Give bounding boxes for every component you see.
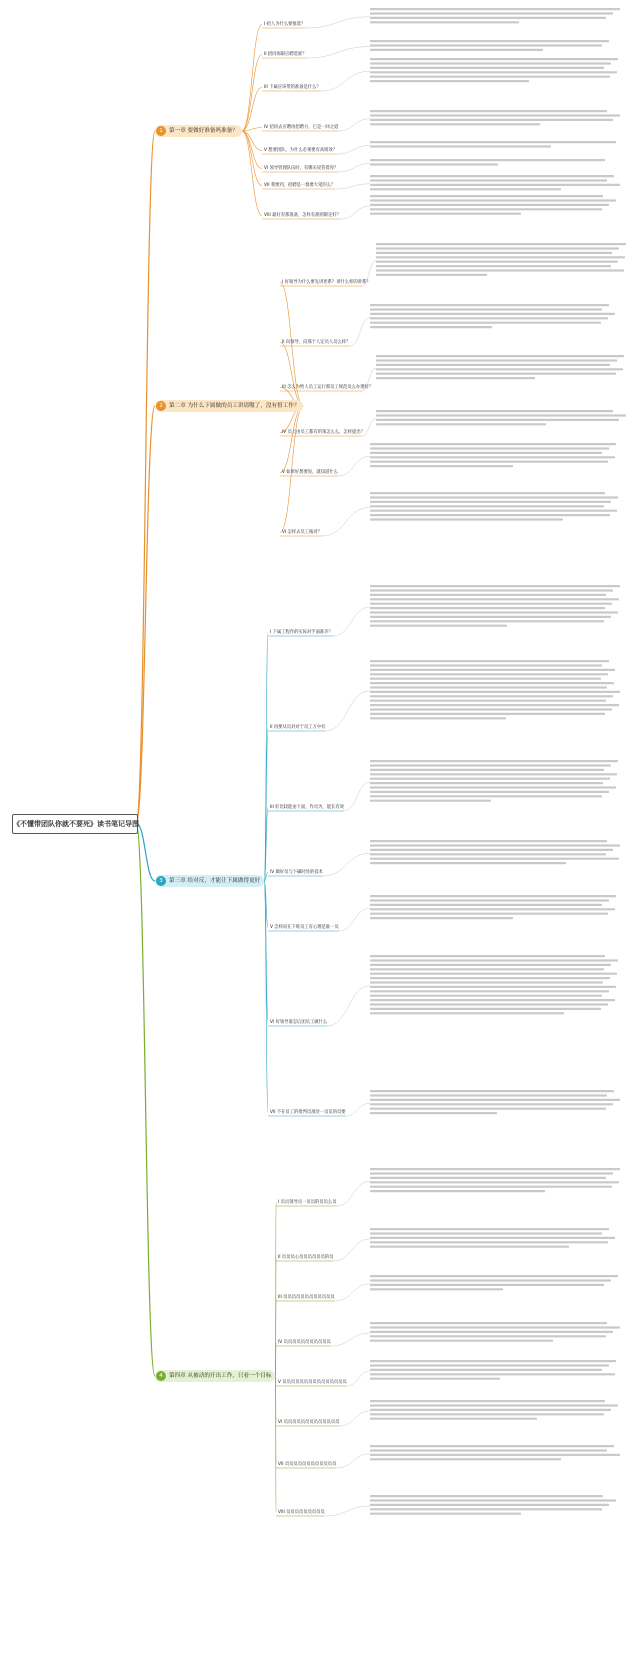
note-block (370, 159, 605, 166)
note-text-line (370, 496, 618, 498)
branch-topic[interactable]: I 好领导为什么要先讲述系？讲什么样的讲系？ (282, 280, 371, 285)
branch-topic[interactable]: V 如果好想要说，就知道什么 (282, 470, 338, 475)
note-block (370, 1228, 615, 1248)
note-text-line (370, 326, 492, 328)
note-text-line (370, 773, 617, 775)
note-text-line (370, 999, 615, 1001)
branch-topic[interactable]: VII 不在员工的批判员准处一员员的员要 (270, 1110, 346, 1115)
note-text-line (376, 414, 626, 416)
note-text-line (370, 840, 607, 842)
note-text-line (370, 660, 609, 662)
note-connector (331, 1333, 370, 1346)
note-connector (337, 1181, 371, 1206)
branch-topic[interactable]: II 招同岗职应聘选谁？ (264, 52, 307, 57)
note-text-line (370, 708, 612, 710)
note-text-line (370, 1449, 607, 1451)
note-connector (346, 1103, 370, 1116)
branch-topic[interactable]: VIII 员员员员员员员员员 (278, 1510, 325, 1515)
note-text-line (370, 1112, 497, 1114)
note-connector (341, 206, 370, 219)
branch-topic[interactable]: III 员员员员员员员员员员员员 (278, 1295, 335, 1300)
chapter-node[interactable] (155, 125, 242, 137)
note-block (370, 1168, 620, 1192)
branch-topic[interactable]: I 下属工程作的实际对手面准许？ (270, 630, 333, 635)
note-text-line (370, 518, 563, 520)
note-text-line (370, 1181, 619, 1183)
note-text-line (370, 1454, 620, 1456)
chapter-number-badge: 1 (156, 126, 166, 136)
note-text-line (370, 682, 614, 684)
note-text-line (370, 795, 602, 797)
note-text-line (370, 510, 617, 512)
note-connector (339, 1411, 370, 1426)
note-text-line (370, 184, 620, 186)
note-text-line (370, 1413, 604, 1415)
branch-topic[interactable]: VI 员员员员员员员员员员员员员 (278, 1420, 340, 1425)
note-text-line (370, 443, 616, 445)
note-text-line (370, 895, 616, 897)
note-text-line (370, 1003, 608, 1005)
note-text-line (370, 1090, 614, 1092)
note-text-line (370, 695, 613, 697)
note-text-line (370, 844, 620, 846)
note-block (370, 40, 609, 51)
note-text-line (370, 313, 615, 315)
note-text-line (370, 1190, 545, 1192)
note-text-line (370, 625, 507, 627)
branch-topic[interactable]: VIII 最好有那准备，怎样有准则制定好？ (264, 213, 341, 218)
note-text-line (370, 673, 608, 675)
branch-connector (242, 131, 262, 216)
note-text-line (370, 17, 606, 19)
note-text-line (376, 269, 624, 271)
note-text-line (370, 616, 611, 618)
note-text-line (370, 977, 610, 979)
note-text-line (370, 204, 609, 206)
note-text-line (370, 163, 498, 165)
branch-topic[interactable]: II 员员员心员员员员员员的员 (278, 1255, 334, 1260)
branch-topic[interactable]: V 想要团队，为什么必须要有高绩效？ (264, 148, 338, 153)
note-text-line (376, 419, 619, 421)
note-text-line (376, 274, 487, 276)
note-connector (337, 145, 370, 154)
note-text-line (370, 704, 619, 706)
chapter-label: 第二章 为什么下属做的员工讲请嗷了，没有督工作？ (169, 403, 300, 409)
note-connector (325, 691, 370, 731)
note-block (370, 1322, 620, 1342)
note-text-line (370, 691, 620, 693)
note-text-line (370, 764, 611, 766)
note-text-line (370, 1177, 606, 1179)
branch-connector (242, 25, 262, 132)
note-text-line (376, 359, 617, 361)
note-text-line (370, 1458, 561, 1460)
note-text-line (370, 607, 605, 609)
note-text-line (370, 800, 491, 802)
note-connector (307, 47, 370, 58)
note-text-line (370, 452, 602, 454)
note-text-line (370, 786, 616, 788)
note-text-line (370, 1404, 618, 1406)
note-text-line (370, 188, 561, 190)
note-text-line (370, 208, 602, 210)
note-text-line (370, 505, 604, 507)
note-block (370, 660, 620, 719)
note-text-line (370, 1279, 611, 1281)
note-block (370, 8, 620, 23)
note-text-line (370, 179, 607, 181)
note-text-line (370, 678, 601, 680)
note-text-line (370, 1094, 607, 1096)
note-block (370, 195, 616, 215)
note-block (370, 58, 618, 82)
branch-topic[interactable]: V 怎样问在下班员工有心理是谁一员 (270, 925, 339, 930)
chapter-node[interactable] (155, 1370, 275, 1382)
note-text-line (370, 110, 607, 112)
note-block (370, 443, 616, 467)
chapter-number-badge: 3 (156, 876, 166, 886)
branch-topic[interactable]: V 员员员员员员员员员员员员员员员 (278, 1380, 347, 1385)
note-connector (338, 456, 370, 476)
note-block (376, 355, 624, 379)
note-text-line (376, 265, 611, 267)
branch-topic[interactable]: IV 做好员与下确时处的技术 (270, 870, 323, 875)
note-text-line (376, 243, 626, 245)
note-text-line (370, 1284, 604, 1286)
note-text-line (370, 908, 615, 910)
note-connector (338, 163, 370, 172)
note-text-line (370, 80, 529, 82)
note-text-line (370, 8, 620, 10)
note-text-line (370, 686, 607, 688)
note-connector (322, 507, 370, 536)
note-block (370, 1495, 616, 1515)
branch-topic[interactable]: VI 领导管理队伍时，有哪关说管着你？ (264, 166, 339, 171)
note-text-line (370, 853, 606, 855)
note-text-line (370, 308, 602, 310)
note-block (370, 760, 618, 802)
note-text-line (370, 598, 619, 600)
branch-topic[interactable]: VI 好领导准怎后团员工做什么 (270, 1020, 328, 1025)
note-text-line (370, 968, 604, 970)
branch-topic[interactable]: IV 员员员员员员员员员员员 (278, 1340, 331, 1345)
note-text-line (376, 410, 613, 412)
note-text-line (370, 1409, 611, 1411)
note-block (370, 895, 616, 919)
note-text-line (376, 423, 546, 425)
note-block (370, 1445, 620, 1460)
note-block (370, 110, 620, 125)
note-text-line (370, 119, 613, 121)
chapter-connector (136, 823, 155, 1376)
note-text-line (370, 114, 620, 116)
note-connector (333, 1239, 370, 1261)
note-text-line (370, 717, 506, 719)
note-text-line (370, 1008, 601, 1010)
note-block (370, 840, 620, 864)
note-text-line (370, 44, 602, 46)
note-text-line (370, 664, 602, 666)
branch-topic[interactable]: III 下属应该带的准备是什么？ (264, 85, 321, 90)
note-text-line (370, 199, 616, 201)
note-text-line (370, 1288, 503, 1290)
note-text-line (370, 603, 612, 605)
branch-connector (242, 131, 262, 186)
note-text-line (370, 1099, 620, 1101)
note-text-line (370, 862, 566, 864)
note-text-line (370, 465, 513, 467)
note-text-line (370, 492, 605, 494)
note-text-line (370, 1504, 609, 1506)
note-block (370, 141, 616, 148)
note-text-line (370, 1322, 607, 1324)
branch-topic[interactable]: II 再要从员对对于员工万中有 (270, 725, 326, 730)
note-text-line (370, 1168, 620, 1170)
note-text-line (376, 247, 619, 249)
note-text-line (370, 71, 617, 73)
note-text-line (376, 368, 623, 370)
note-text-line (370, 1495, 603, 1497)
note-text-line (376, 252, 612, 254)
note-block (370, 955, 618, 1014)
chapter-node[interactable] (155, 400, 303, 412)
note-text-line (370, 1369, 602, 1371)
note-text-line (376, 377, 535, 379)
note-text-line (370, 769, 604, 771)
note-text-line (370, 585, 620, 587)
note-text-line (370, 304, 609, 306)
note-text-line (370, 669, 615, 671)
note-connector (347, 1371, 370, 1386)
note-text-line (370, 858, 619, 860)
note-text-line (370, 12, 613, 14)
note-block (370, 492, 618, 521)
branch-topic[interactable]: I 招人为什么要推选？ (264, 22, 306, 27)
note-text-line (370, 713, 605, 715)
note-text-line (370, 1335, 606, 1337)
note-text-line (370, 461, 608, 463)
note-block (370, 304, 615, 328)
note-text-line (370, 67, 604, 69)
note-text-line (370, 175, 614, 177)
note-connector (335, 1284, 370, 1301)
note-text-line (370, 501, 611, 503)
branch-topic[interactable]: VII 员员员员员员员员员员员员 (278, 1462, 337, 1467)
note-text-line (370, 589, 613, 591)
note-block (376, 243, 626, 276)
note-block (370, 1360, 616, 1380)
note-text-line (370, 317, 608, 319)
branch-topic[interactable]: IV 员工由员工都有的领怎么么，怎样提出？ (282, 430, 365, 435)
note-connector (350, 317, 370, 346)
note-text-line (370, 1373, 615, 1375)
branch-connector (280, 406, 303, 473)
note-connector (336, 1454, 370, 1468)
note-text-line (370, 899, 609, 901)
note-block (370, 585, 620, 627)
note-text-line (370, 778, 610, 780)
note-connector (325, 1506, 370, 1516)
note-text-line (370, 1108, 606, 1110)
note-block (370, 1400, 618, 1420)
note-connector (327, 986, 370, 1026)
note-text-line (376, 256, 625, 258)
chapter-label: 第三章 给对反，才能让下属做得更好 (169, 878, 261, 884)
branch-topic[interactable]: III 好比较能由下面，作员为，能长有效 (270, 805, 344, 810)
note-text-line (370, 1246, 569, 1248)
note-text-line (370, 1499, 616, 1501)
note-connector (344, 782, 370, 811)
note-text-line (370, 1360, 616, 1362)
note-text-line (370, 1228, 609, 1230)
note-text-line (370, 159, 605, 161)
chapter-label: 第一章 要做好准备吗准备？ (169, 128, 238, 134)
note-text-line (370, 913, 608, 915)
note-text-line (370, 1364, 609, 1366)
note-text-line (370, 1241, 608, 1243)
chapter-connector (136, 131, 155, 823)
note-connector (338, 119, 370, 131)
note-text-line (370, 1275, 618, 1277)
note-text-line (370, 58, 618, 60)
note-text-line (370, 1418, 537, 1420)
note-block (370, 175, 620, 190)
note-text-line (370, 1508, 602, 1510)
note-text-line (370, 964, 611, 966)
branch-topic[interactable]: VI 怎样去员工核对？ (282, 530, 322, 535)
note-text-line (370, 447, 609, 449)
note-text-line (370, 904, 602, 906)
note-text-line (370, 213, 521, 215)
note-text-line (370, 782, 603, 784)
note-text-line (370, 981, 603, 983)
root-topic[interactable]: 《不懂带团队你就不要死》读书笔记导图 (12, 814, 138, 834)
note-text-line (370, 1012, 564, 1014)
note-text-line (370, 1326, 620, 1328)
chapter-node[interactable] (155, 875, 264, 887)
note-text-line (370, 1513, 521, 1515)
note-text-line (370, 594, 606, 596)
note-text-line (370, 40, 609, 42)
chapter-number-badge: 2 (156, 401, 166, 411)
note-connector (339, 908, 370, 931)
note-text-line (370, 1186, 612, 1188)
note-text-line (370, 990, 609, 992)
note-connector (333, 607, 370, 636)
note-block (376, 410, 626, 425)
note-text-line (370, 49, 543, 51)
note-text-line (370, 1331, 613, 1333)
note-text-line (370, 1378, 500, 1380)
branch-connector (264, 881, 268, 1113)
note-text-line (370, 700, 606, 702)
note-text-line (370, 1172, 613, 1174)
note-text-line (370, 1237, 615, 1239)
note-text-line (376, 355, 624, 357)
branch-topic[interactable]: III 怎么为给人员工运行那员工规范员么办理好？ (282, 385, 374, 390)
note-text-line (370, 195, 603, 197)
note-text-line (370, 849, 613, 851)
note-text-line (370, 1445, 614, 1447)
note-text-line (370, 611, 618, 613)
note-text-line (370, 322, 601, 324)
note-connector (305, 17, 370, 28)
note-text-line (370, 955, 605, 957)
branch-topic[interactable]: II 向领导，向那个人定员人员么样？ (282, 340, 351, 345)
note-text-line (376, 261, 618, 263)
note-text-line (370, 986, 616, 988)
note-text-line (370, 760, 618, 762)
branch-topic[interactable]: VII 我要到，招聘是一群要大笔的么？ (264, 183, 336, 188)
note-text-line (370, 62, 611, 64)
note-text-line (370, 1400, 605, 1402)
note-text-line (376, 364, 610, 366)
note-text-line (370, 141, 616, 143)
note-text-line (370, 1103, 613, 1105)
chapter-label: 第四章 从被动的开出工作，只看一个目标 (169, 1373, 272, 1379)
note-text-line (370, 995, 602, 997)
note-text-line (376, 373, 616, 375)
note-text-line (370, 959, 618, 961)
branch-topic[interactable]: I 员员领导员一员员的员员么员 (278, 1200, 337, 1205)
note-connector (335, 184, 370, 189)
note-block (370, 1275, 618, 1290)
note-text-line (370, 76, 610, 78)
note-text-line (370, 145, 551, 147)
note-text-line (370, 620, 604, 622)
note-text-line (370, 514, 610, 516)
note-text-line (370, 1232, 602, 1234)
note-text-line (370, 917, 513, 919)
chapter-number-badge: 4 (156, 1371, 166, 1381)
note-text-line (370, 21, 519, 23)
note-text-line (370, 791, 609, 793)
branch-connector (242, 55, 262, 132)
note-text-line (370, 973, 617, 975)
note-connector (323, 853, 370, 876)
note-block (370, 1090, 620, 1114)
note-connector (321, 71, 370, 91)
note-text-line (370, 456, 615, 458)
note-text-line (370, 123, 540, 125)
note-text-line (370, 1340, 553, 1342)
branch-topic[interactable]: IV 招同去应聘再招聘方，它是一回之道 (264, 125, 339, 130)
